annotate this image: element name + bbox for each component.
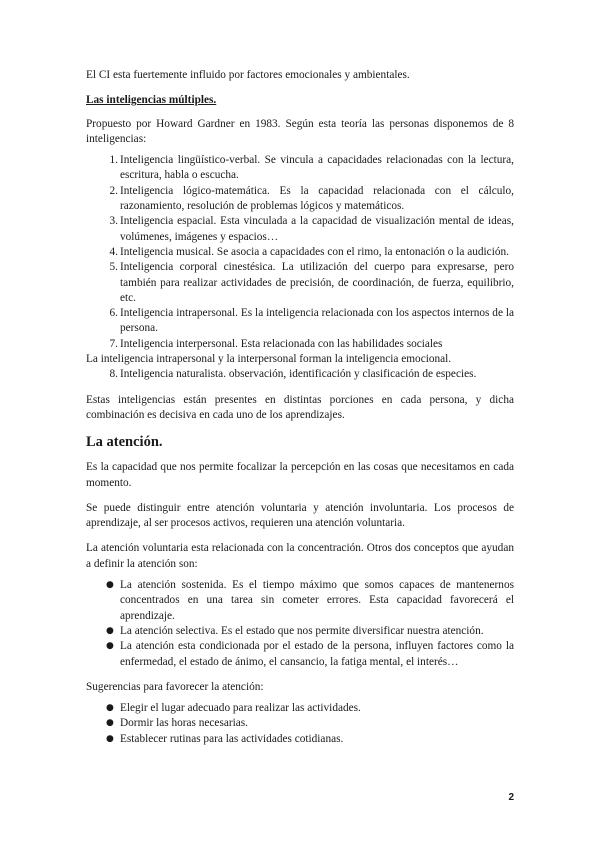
list-item [86,716,514,731]
list-number: 1. [109,154,118,167]
multiple-intelligences-heading: Las inteligencias múltiples. [86,94,217,107]
intro-paragraph: El CI esta fuertemente influido por factores emocionales y ambientales. [86,69,410,81]
list-item [86,732,514,747]
list-item-text: Elegir el lugar adecuado para realizar las actividades. [120,702,361,715]
list-item-text: Inteligencia corporal cinestésica. La utilización del cuerpo para expresarse, pero también para realizar actividades de precisión, de coordinación, de fuerza, equilibrio, etc. [120,261,514,304]
list-item [86,624,514,639]
list-item-text: Establecer rutinas para las actividades cotidianas. [120,732,344,745]
bullet-icon: ● [106,625,114,636]
list-item-text: La atención selectiva. Es el estado que nos permite diversificar nuestra atención. [120,624,484,637]
list-number: 3. [109,215,118,228]
list-number: 4. [109,245,118,258]
document-page [86,68,514,747]
emotional-intelligence-note: La inteligencia intrapersonal y la interpersonal forman la inteligencia emocional. [86,353,452,366]
list-item-text: Inteligencia interpersonal. Esta relacionada con las habilidades sociales [120,337,443,350]
bullet-icon: ● [106,718,114,729]
list-item [86,701,514,716]
intelligences-list [86,153,514,352]
attention-paragraph-2: Se puede distinguir entre atención voluntaria y atención involuntaria. Los procesos de aprendizaje, al ser procesos activos, requieren una atención voluntaria. [86,501,514,530]
list-item-text: Inteligencia naturalista. observación, identificación y clasificación de especies. [120,368,477,381]
list-item-text: Inteligencia intrapersonal. Es la inteligencia relacionada con los aspectos internos de la persona. [120,307,514,335]
attention-paragraph-1: Es la capacidad que nos permite focalizar la percepción en las cosas que necesitamos en cada momento. [86,461,514,489]
list-item [86,184,514,215]
list-number: 8. [109,368,118,381]
list-item-text: Inteligencia musical. Se asocia a capacidades con el rimo, la entonación o la audición. [120,245,509,258]
list-item-text: La atención esta condicionada por el estado de la persona, influyen factores como la enfermedad, el estado de ánimo, el cansancio, la fatiga mental, el interés… [120,640,514,668]
list-item [86,214,514,245]
list-item-text: Inteligencia lingüístico-verbal. Se vincula a capacidades relacionadas con la lectura, escritura, habla o escucha. [120,154,514,182]
list-number: 2. [109,184,118,197]
list-item-text: Inteligencia lógico-matemática. Es la capacidad relacionada con el cálculo, razonamiento, resolución de problemas lógicos y matemáticos. [120,184,514,213]
intelligences-list-continued [86,367,514,382]
list-item [86,260,514,306]
bullet-icon: ● [106,733,114,744]
list-item-text: Inteligencia espacial. Esta vinculada a la capacidad de visualización mental de ideas, volúmenes, imágenes y espacios… [120,215,514,243]
list-item [86,337,514,352]
list-number: 7. [109,337,118,350]
bullet-icon: ● [106,703,114,714]
multiple-intelligences-intro: Propuesto por Howard Gardner en 1983. Según esta teoría las personas disponemos de 8 inteligencias: [86,117,514,145]
list-number: 5. [109,261,118,274]
suggestions-bullet-list [86,701,514,747]
list-item-text: Dormir las horas necesarias. [120,717,248,730]
list-item [86,578,514,624]
list-item [86,153,514,184]
list-item [86,306,514,337]
attention-bullet-list [86,578,514,670]
list-item [86,367,514,382]
list-item-text: La atención sostenida. Es el tiempo máximo que somos capaces de mantenernos concentrados en una tarea sin cometer errores. Esta capacidad favorecerá el aprendizaje. [120,579,514,622]
list-item [86,245,514,260]
bullet-icon: ● [106,580,114,591]
attention-paragraph-3: La atención voluntaria esta relacionada con la concentración. Otros dos conceptos que ayudan a definir la atención son: [86,542,514,570]
page-number: 2 [508,792,514,803]
multiple-intelligences-closing: Estas inteligencias están presentes en distintas porciones en cada persona, y dicha combinación es decisiva en cada uno de los aprendizajes. [86,393,514,421]
bullet-icon: ● [106,641,114,652]
attention-section-title: La atención. [86,434,163,451]
suggestions-intro: Sugerencias para favorecer la atención: [86,680,264,693]
list-item [86,639,514,670]
list-number: 6. [109,307,118,320]
